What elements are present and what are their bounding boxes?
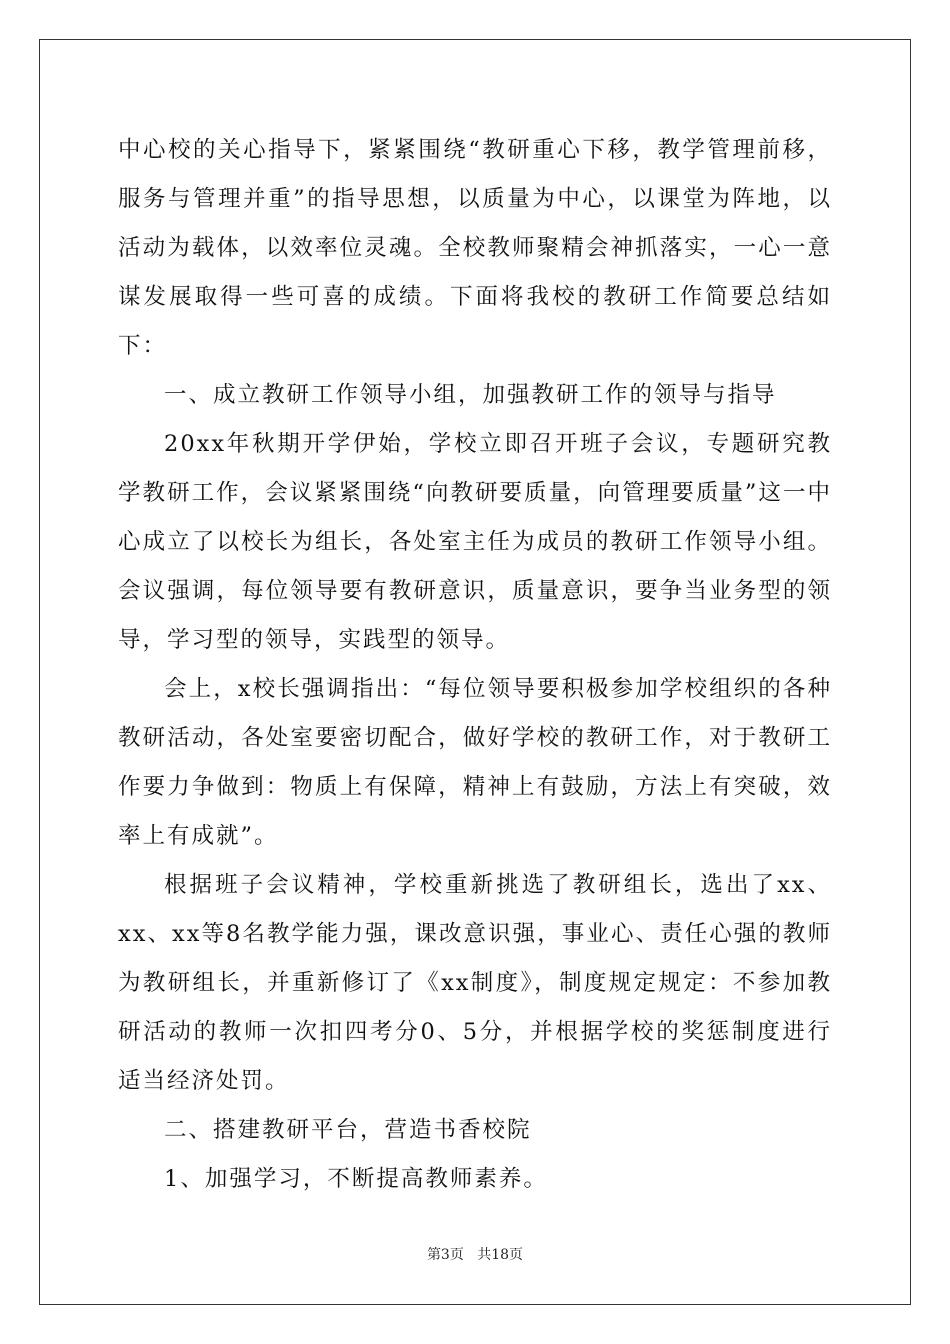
heading-subsection-1: 1、加强学习，不断提高教师素养。 — [164, 1166, 548, 1192]
paragraph-meeting: 20xx年秋期开学伊始，学校立即召开班子会议，专题研究教学教研工作，会议紧紧围绕“向教研要质量，向管理要质量”这一中心成立了以校长为组长，各处室主任为成员的教研工作领导小组。会议强调，每位领导要有教研意识，质量意识，要争当业务型的领导，学习型的领导，实践型的领导。 — [118, 431, 832, 653]
document-body — [118, 126, 832, 1204]
page-number: 第3页 — [426, 1247, 464, 1263]
paragraph-team-leaders: 根据班子会议精神，学校重新挑选了教研组长，选出了xx、xx、xx等8名教学能力强，课改意识强，事业心、责任心强的教师为教研组长，并重新修订了《xx制度》，制度规定规定：不参加教研活动的教师一次扣四考分0、5分，并根据学校的奖惩制度进行适当经济处罚。 — [118, 872, 832, 1094]
page-footer — [0, 1245, 950, 1265]
page-total: 共18页 — [477, 1247, 524, 1263]
paragraph-principal-speech: 会上，x校长强调指出：“每位领导要积极参加学校组织的各种教研活动，各处室要密切配合，做好学校的教研工作，对于教研工作要力争做到：物质上有保障，精神上有鼓励，方法上有突破，效率上有成就”。 — [118, 676, 832, 849]
paragraph-intro: 中心校的关心指导下，紧紧围绕“教研重心下移，教学管理前移，服务与管理并重”的指导思想，以质量为中心，以课堂为阵地，以活动为载体，以效率位灵魂。全校教师聚精会神抓落实，一心一意谋发展取得一些可喜的成绩。下面将我校的教研工作简要总结如下： — [118, 137, 832, 359]
heading-section-1: 一、成立教研工作领导小组，加强教研工作的领导与指导 — [164, 382, 777, 408]
heading-section-2: 二、搭建教研平台，营造书香校院 — [164, 1117, 532, 1143]
